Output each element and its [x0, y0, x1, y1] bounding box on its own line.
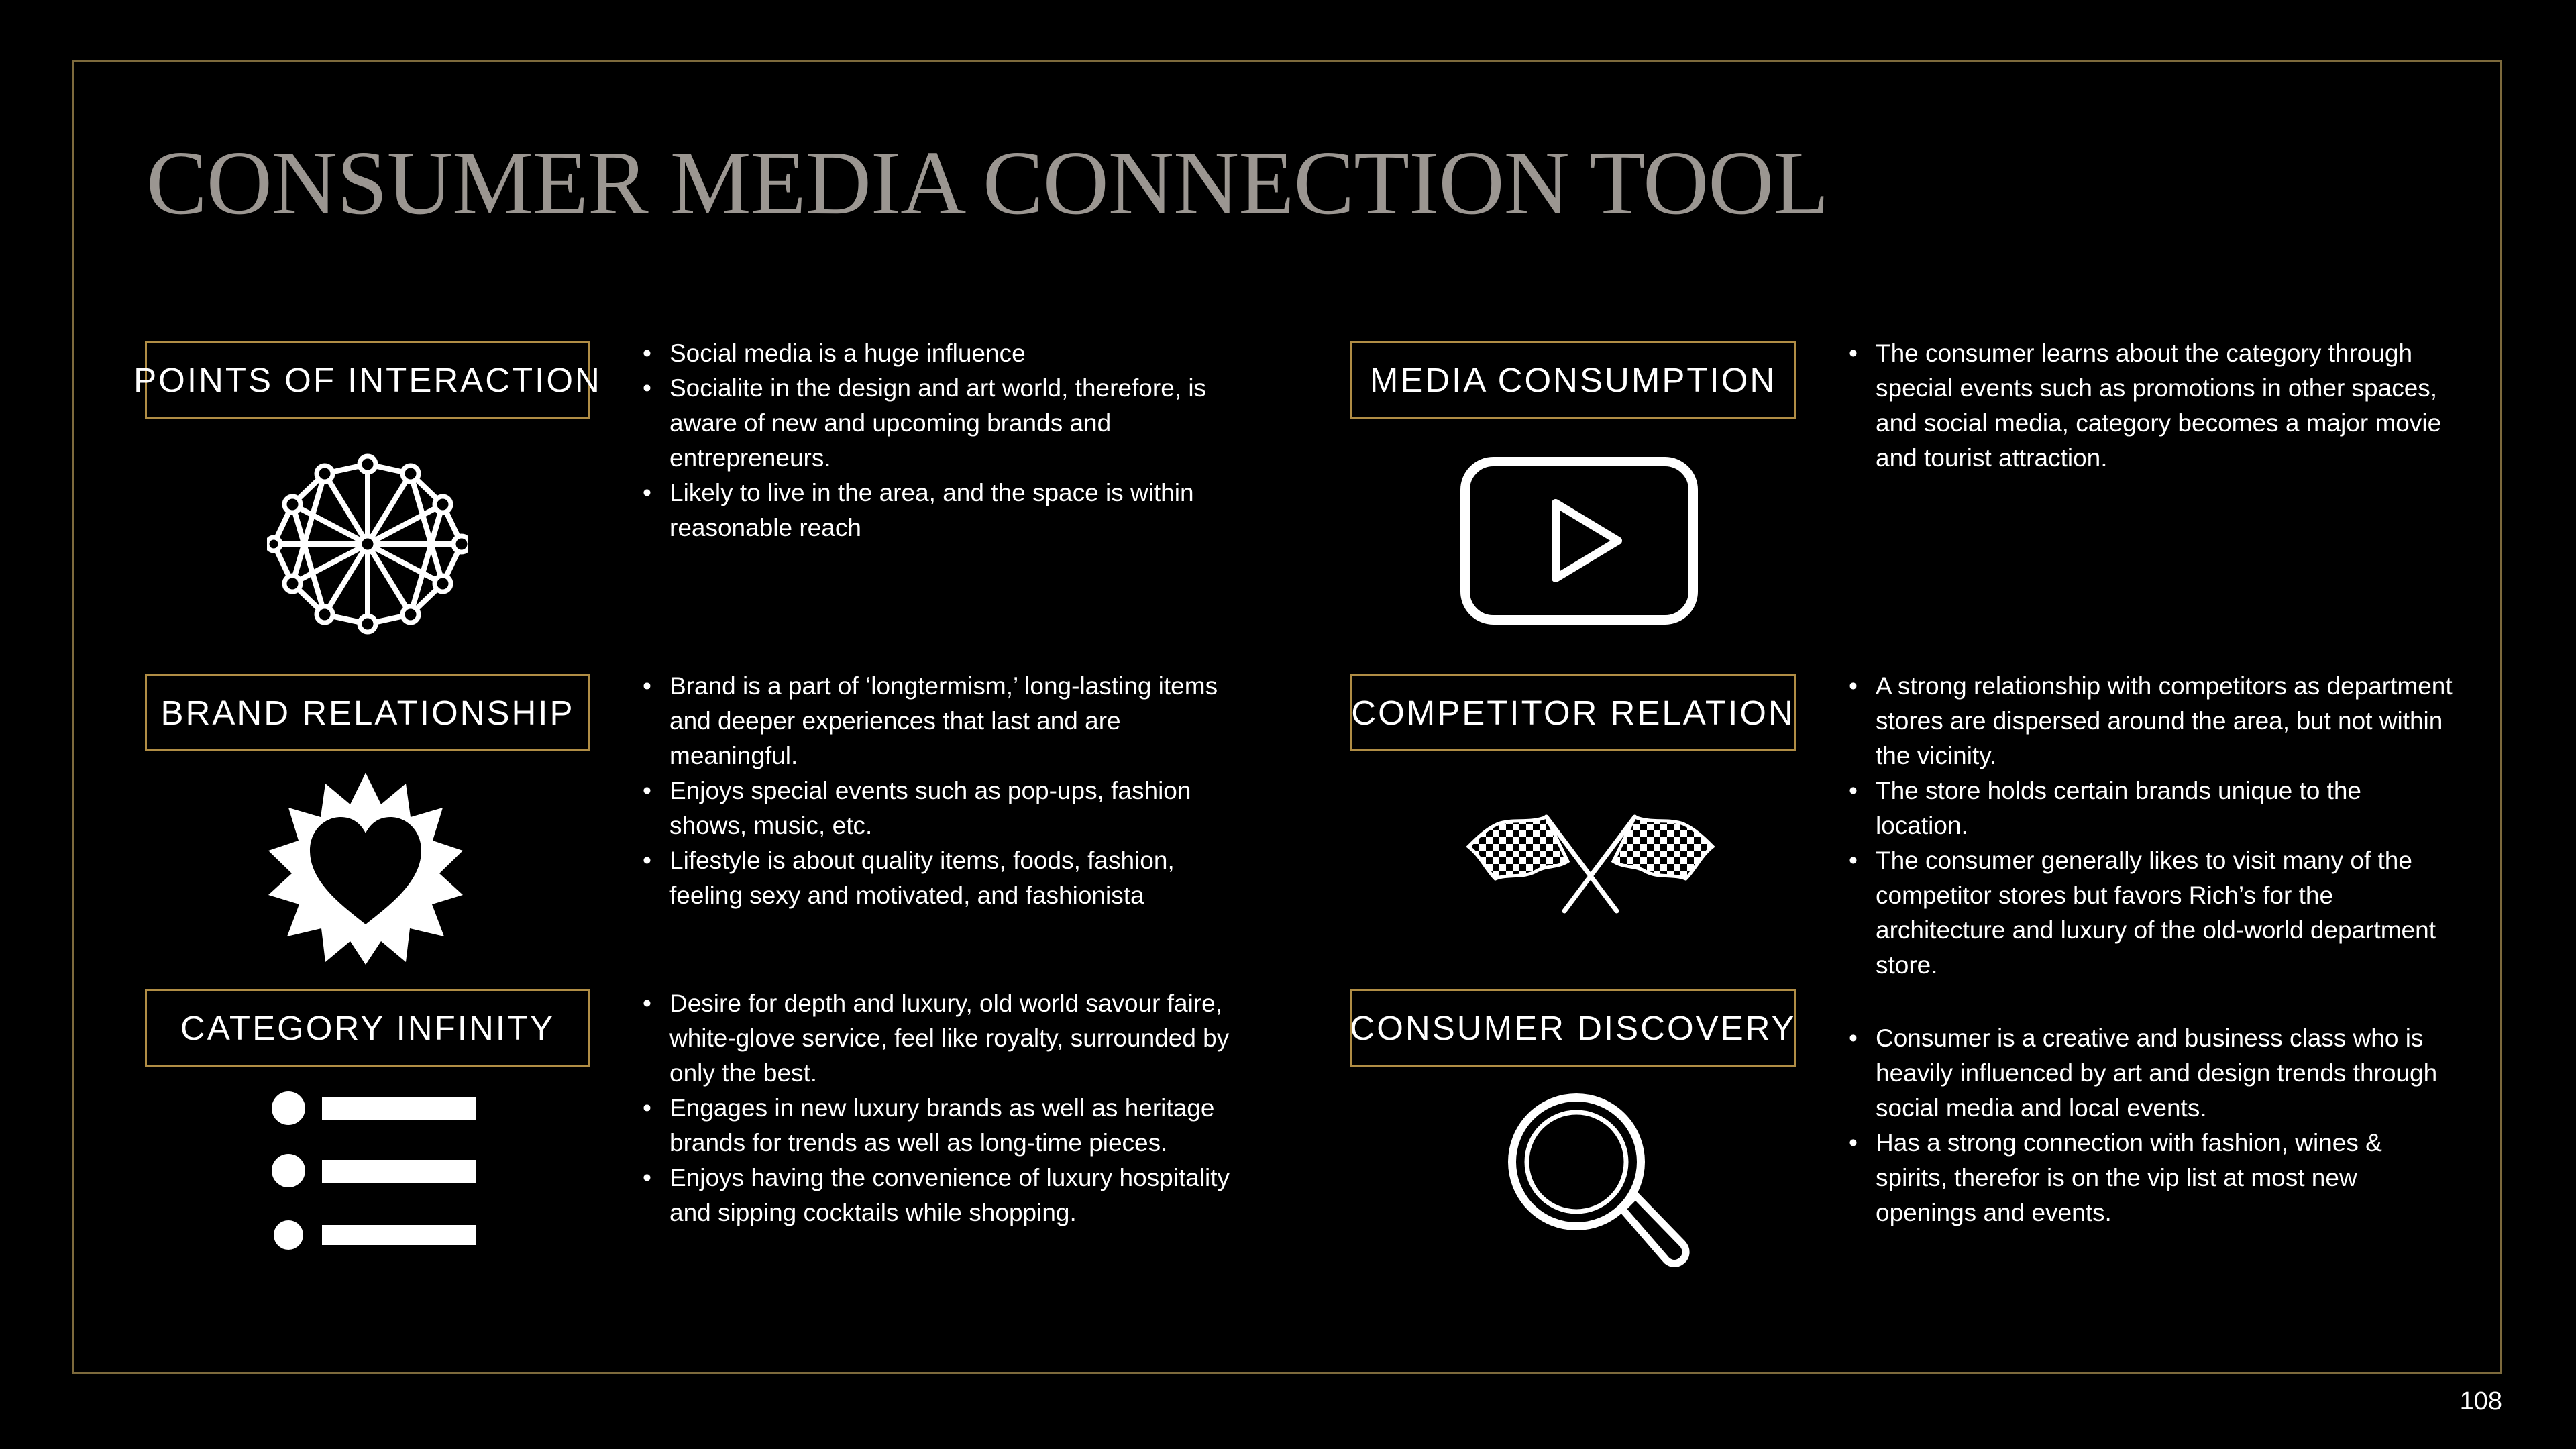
list-item: • The consumer learns about the category through special events such as promotions in other spaces, and social media, category becomes a major movie and tourist attraction. [1849, 336, 2453, 476]
list-item: • Has a strong connection with fashion, wines & spirits, therefor is on the vip list at most new openings and events. [1849, 1126, 2453, 1230]
bullets-competitor-relation [1849, 669, 2453, 983]
label-consumer-discovery: CONSUMER DISCOVERY [1350, 989, 1796, 1067]
list-item: • Social media is a huge influence [643, 336, 1233, 371]
bullets-points-of-interaction [643, 336, 1233, 545]
page-number: 108 [2459, 1387, 2502, 1415]
bullets-consumer-discovery [1849, 1021, 2453, 1230]
bullets-category-infinity [643, 986, 1233, 1230]
bullets-media-consumption [1849, 336, 2453, 476]
label-media-consumption: MEDIA CONSUMPTION [1350, 341, 1796, 419]
list-item: • Lifestyle is about quality items, foods, fashion, feeling sexy and motivated, and fashionista [643, 843, 1233, 913]
list-item: • The store holds certain brands unique to the location. [1849, 773, 2453, 843]
list-item: • Desire for depth and luxury, old world savour faire, white-glove service, feel like royalty, surrounded by only the best. [643, 986, 1233, 1091]
list-item: • Engages in new luxury brands as well as heritage brands for trends as well as long-time pieces. [643, 1091, 1233, 1161]
list-item: • Enjoys having the convenience of luxury hospitality and sipping cocktails while shopping. [643, 1161, 1233, 1230]
list-item: • Consumer is a creative and business class who is heavily influenced by art and design trends through social media and local events. [1849, 1021, 2453, 1126]
checkered-flags-icon [1466, 804, 1715, 915]
heart-badge-icon [268, 771, 463, 966]
bullets-brand-relationship [643, 669, 1233, 913]
label-points-of-interaction: POINTS OF INTERACTION [145, 341, 590, 419]
play-button-icon [1460, 456, 1699, 625]
list-icon [271, 1085, 478, 1253]
list-item: • Likely to live in the area, and the space is within reasonable reach [643, 476, 1233, 545]
network-icon [267, 453, 468, 635]
label-brand-relationship: BRAND RELATIONSHIP [145, 674, 590, 751]
list-item: • Brand is a part of ‘longtermism,’ long-lasting items and deeper experiences that last and are meaningful. [643, 669, 1233, 773]
magnifier-icon [1503, 1088, 1690, 1269]
list-item: • Enjoys special events such as pop-ups, fashion shows, music, etc. [643, 773, 1233, 843]
list-item: • The consumer generally likes to visit many of the competitor stores but favors Rich’s for the architecture and luxury of the old-world department store. [1849, 843, 2453, 983]
label-competitor-relation: COMPETITOR RELATION [1350, 674, 1796, 751]
list-item: • A strong relationship with competitors as department stores are dispersed around the area, but not within the vicinity. [1849, 669, 2453, 773]
list-item: • Socialite in the design and art world, therefore, is aware of new and upcoming brands and entrepreneurs. [643, 371, 1233, 476]
label-category-infinity: CATEGORY INFINITY [145, 989, 590, 1067]
page-title: CONSUMER MEDIA CONNECTION TOOL [146, 133, 1829, 233]
